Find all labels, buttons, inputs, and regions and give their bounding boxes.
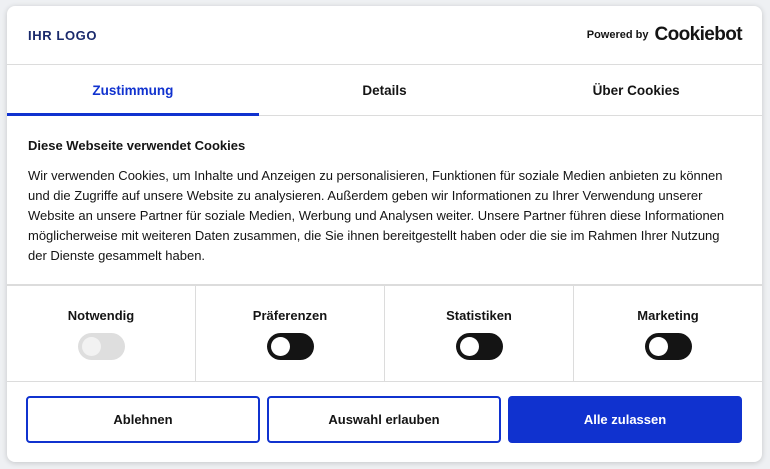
preferences-toggle[interactable]: [267, 333, 314, 360]
dialog-header: [7, 6, 762, 65]
powered-by-label: Powered by: [586, 29, 649, 41]
category-label: Notwendig: [67, 308, 135, 323]
marketing-toggle[interactable]: [645, 333, 692, 360]
powered-by-cookiebot[interactable]: [587, 24, 742, 46]
consent-categories: [7, 286, 762, 382]
category-label: Präferenzen: [252, 308, 328, 323]
statistics-toggle[interactable]: [456, 333, 503, 360]
category-label: Marketing: [637, 308, 699, 323]
content-title: Diese Webseite verwendet Cookies: [28, 138, 246, 153]
toggle-knob: [649, 337, 668, 356]
decline-button[interactable]: Ablehnen: [26, 396, 260, 443]
category-label: Statistiken: [446, 308, 512, 323]
action-buttons: [7, 382, 762, 443]
category-necessary: [7, 286, 195, 381]
cookie-consent-dialog: [7, 6, 762, 462]
site-logo: IHR LOGO: [28, 27, 98, 43]
consent-content: [7, 116, 762, 286]
content-body: Wir verwenden Cookies, um Inhalte und Anzeigen zu personalisieren, Funktionen für soziale Medien anbieten zu können und die Zugriffe auf unsere Website zu analysieren. Außerdem geben wir Informationen zu Ihrer Verwendung unserer Website an unsere Partner für soziale Medien, Werbung und Analysen weiter. Unsere Partner führen diese Informationen möglicherweise mit weiteren Daten zusammen, die Sie ihnen bereitgestellt haben oder die sie im Rahmen Ihrer Nutzung der Dienste gesammelt haben.: [28, 168, 725, 263]
cookiebot-logo: Cookiebot: [654, 24, 742, 45]
toggle-knob: [82, 337, 101, 356]
category-marketing: [573, 286, 762, 381]
tab-about-cookies[interactable]: Über Cookies: [592, 82, 680, 98]
toggle-knob: [271, 337, 290, 356]
allow-selection-button[interactable]: Auswahl erlauben: [267, 396, 501, 443]
category-preferences: [195, 286, 384, 381]
category-statistics: [384, 286, 573, 381]
tab-consent[interactable]: Zustimmung: [7, 65, 259, 115]
tab-bar: [7, 65, 762, 116]
necessary-toggle: [78, 333, 125, 360]
toggle-knob: [460, 337, 479, 356]
allow-all-button[interactable]: Alle zulassen: [508, 396, 742, 443]
tab-details[interactable]: Details: [362, 82, 407, 98]
